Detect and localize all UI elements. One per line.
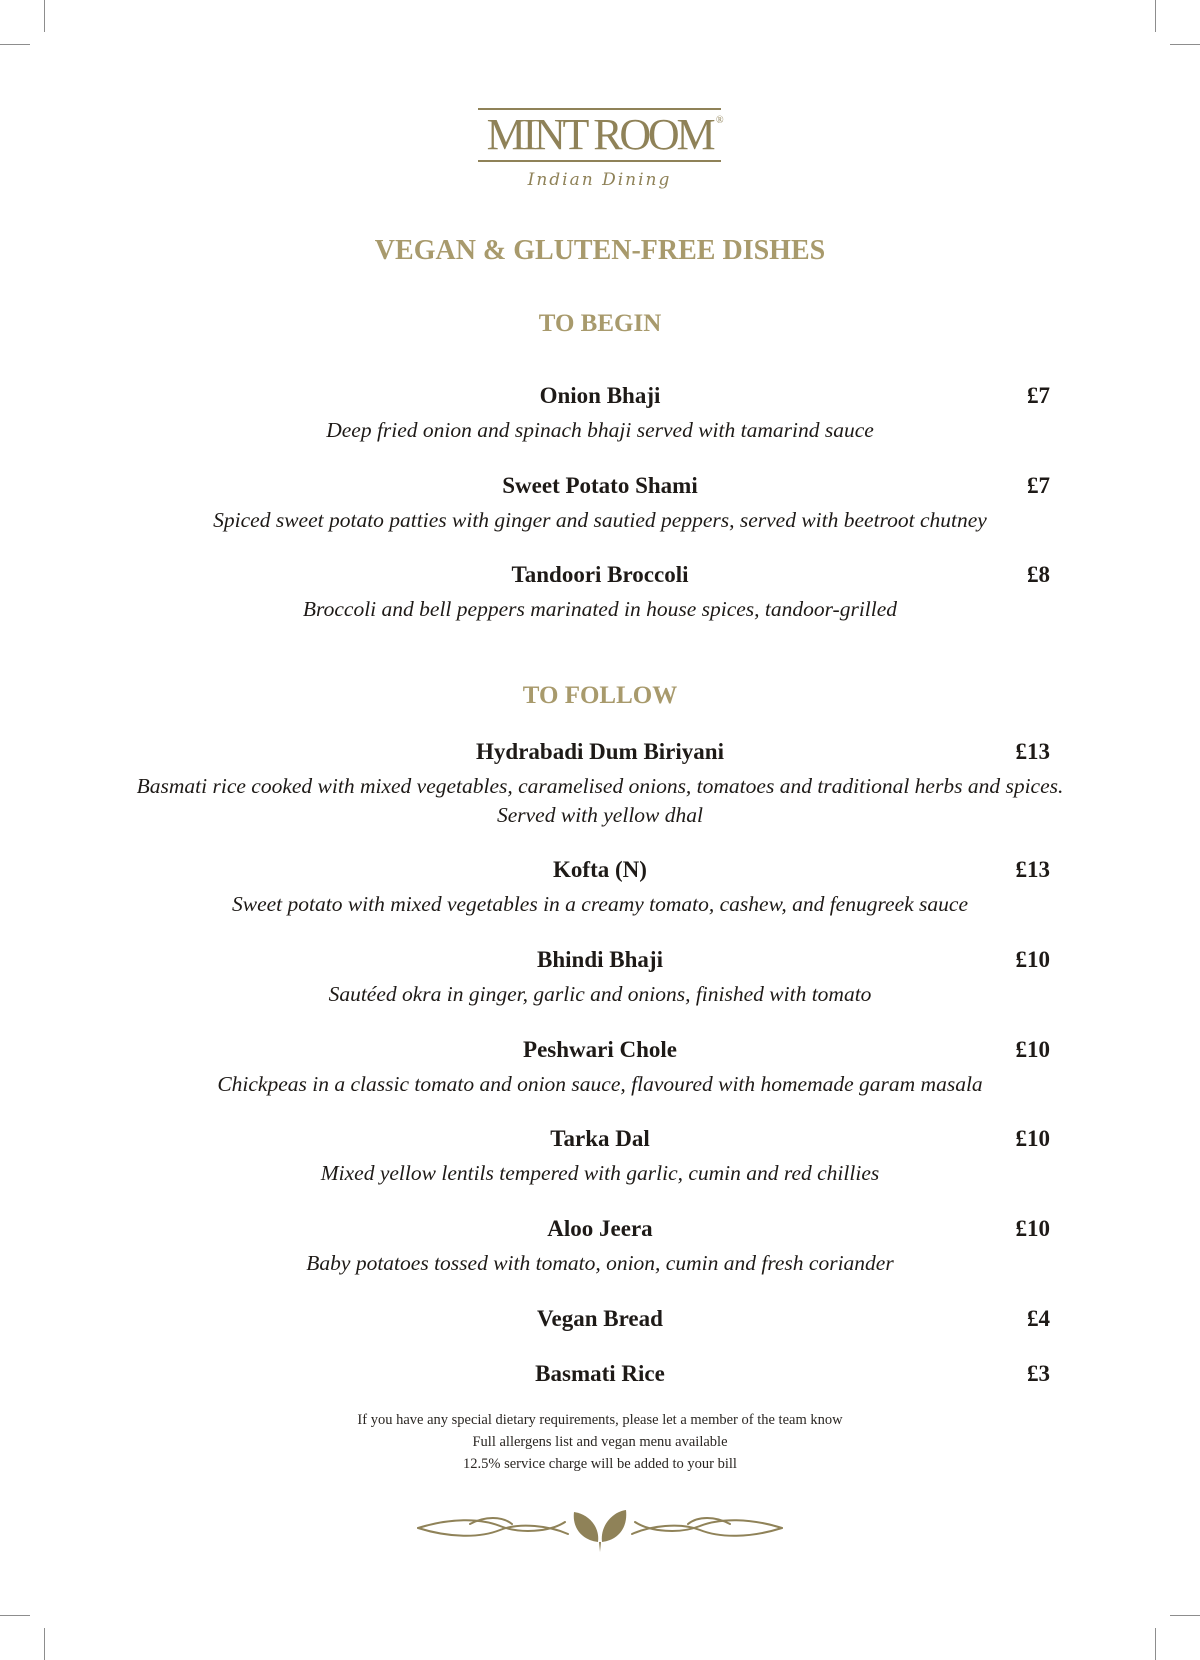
item-price: £13 [1015,739,1050,764]
item-price: £3 [1027,1361,1050,1386]
item-name: Aloo Jeera [547,1216,653,1241]
section-heading-to-follow: TO FOLLOW [522,682,678,709]
leaf-ornament-icon [410,1502,790,1554]
crop-mark-left-top [0,44,30,45]
crop-mark-bottom-left [44,1628,45,1660]
crop-mark-right-top [1170,44,1200,45]
item-description: Mixed yellow lentils tempered with garlic, cumin and red chillies [320,1161,880,1185]
brand-name: MINT ROOM [486,110,713,159]
item-price: £10 [1015,1126,1050,1151]
service-charge-note: 12.5% service charge will be added to your bill [463,1456,737,1472]
item-price: £8 [1027,562,1050,587]
crop-mark-top-right [1155,0,1156,32]
item-price: £10 [1015,1216,1050,1241]
item-price: £10 [1015,1037,1050,1062]
item-name: Sweet Potato Shami [502,473,698,498]
item-name: Kofta (N) [553,857,647,882]
logo-bottom-rule [478,160,721,162]
item-name: Bhindi Bhaji [537,947,663,972]
item-price: £7 [1027,473,1050,498]
brand-tagline: Indian Dining [527,170,672,190]
item-description: Chickpeas in a classic tomato and onion sauce, flavoured with homemade garam masala [217,1072,983,1096]
item-description: Spiced sweet potato patties with ginger and sautied peppers, served with beetroot chutney [213,508,987,532]
item-name: Onion Bhaji [539,383,661,408]
crop-mark-bottom-right [1155,1628,1156,1660]
item-description: Baby potatoes tossed with tomato, onion, cumin and fresh coriander [306,1251,894,1275]
crop-mark-top-left [44,0,45,32]
menu-title: VEGAN & GLUTEN-FREE DISHES [374,235,826,266]
item-name: Tarka Dal [550,1126,650,1151]
crop-mark-left-bottom [0,1615,30,1616]
item-description: Basmati rice cooked with mixed vegetables, caramelised onions, tomatoes and traditional herbs and spices. Served with yellow dhal [136,774,1064,827]
section-heading-to-begin: TO BEGIN [538,310,662,337]
item-price: £4 [1027,1306,1050,1331]
registered-mark: ® [716,115,724,126]
item-price: £7 [1027,383,1050,408]
footer-notes [0,1409,1200,1475]
item-name: Peshwari Chole [523,1037,677,1062]
item-name: Hydrabadi Dum Biriyani [476,739,724,764]
item-price: £10 [1015,947,1050,972]
item-description: Sweet potato with mixed vegetables in a creamy tomato, cashew, and fenugreek sauce [232,892,968,916]
item-name: Basmati Rice [535,1361,665,1386]
allergens-note: Full allergens list and vegan menu available [472,1434,728,1450]
crop-mark-right-bottom [1170,1615,1200,1616]
item-description: Broccoli and bell peppers marinated in house spices, tandoor-grilled [302,597,898,621]
item-name: Tandoori Broccoli [511,562,689,587]
item-price: £13 [1015,857,1050,882]
item-name: Vegan Bread [537,1306,663,1331]
item-description: Sautéed okra in ginger, garlic and onions, finished with tomato [328,982,872,1006]
dietary-note: If you have any special dietary requirements, please let a member of the team know [357,1412,843,1428]
brand-logo [478,108,726,204]
item-description: Deep fried onion and spinach bhaji served with tamarind sauce [326,418,874,442]
